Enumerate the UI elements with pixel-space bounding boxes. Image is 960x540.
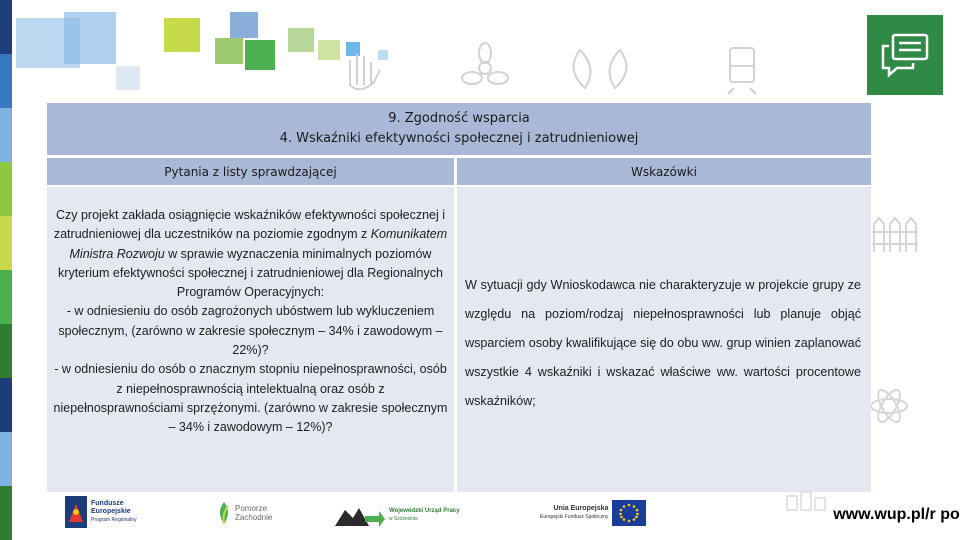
section-title-line2: 4. Wskaźniki efektywności społecznej i zatrudnieniowej bbox=[279, 131, 639, 146]
hint-cell bbox=[457, 187, 871, 492]
logo-unia-europejska bbox=[540, 500, 646, 526]
fe-star-icon bbox=[65, 496, 87, 528]
fe-line2: Europejskie bbox=[91, 508, 131, 515]
logo-fundusze-europejskie bbox=[65, 496, 137, 528]
eu-flag-icon bbox=[612, 500, 646, 526]
decorative-line-icons bbox=[330, 40, 780, 95]
train-icon bbox=[728, 48, 756, 94]
pomorze-line2: Zachodnie bbox=[235, 513, 273, 522]
chat-icon bbox=[879, 32, 931, 78]
section-title-line1: 9. Zgodność wsparcia bbox=[388, 111, 530, 126]
chart-outline-icon bbox=[785, 490, 835, 512]
logo-wup-szczecin bbox=[335, 502, 460, 528]
wup-logo-icon bbox=[335, 502, 385, 528]
question-text-part2: w sprawie wyznaczenia minimalnych poziomów kryterium efektywności społecznej i zatrudnieniowej dla Regionalnych Programów Operacyjnych: bbox=[58, 246, 443, 300]
wup-line1: Wojewódzki Urząd Pracy bbox=[389, 508, 460, 514]
question-text-italic: Komunikatem Ministra Rozwoju bbox=[69, 227, 448, 261]
section-title bbox=[47, 103, 871, 155]
table-header-row bbox=[47, 158, 871, 185]
atom-icon bbox=[868, 385, 910, 427]
header-questions: Pytania z listy sprawdzającej bbox=[47, 158, 454, 185]
question-text-part1: Czy projekt zakłada osiągnięcie wskaźników efektywności społecznej i zatrudnieniowej dla uczestników na poziomie zgodnym z bbox=[53, 208, 446, 242]
pomorze-line1: Pomorze bbox=[235, 504, 268, 513]
chat-button[interactable] bbox=[867, 15, 943, 95]
hint-text: W sytuacji gdy Wnioskodawca nie charakteryzuje w projekcie grupy ze względu na poziom/rodzaj niepełnosprawności lub planuje objąć wsparciem osoby kwalifikujące się do obu ww. grup winien zaplanować wszystkie 4 wskaźniki i wskazać właściwe ww. wartości procentowe wskaźników; bbox=[465, 278, 861, 408]
ue-line2: Europejski Fundusz Społeczny bbox=[540, 514, 609, 520]
question-bullet-2: - w odniesieniu do osób o znacznym stopniu niepełnosprawności, osób z niepełnosprawnością intelektualną oraz osób z niepełnosprawnościami sprzężonymi. (zarówno w zakresie społecznym – 34% i zawodowym – 12%)? bbox=[53, 362, 448, 435]
decorative-color-strip bbox=[0, 0, 12, 540]
question-cell bbox=[47, 187, 454, 492]
leaf-icon bbox=[574, 50, 627, 88]
fe-line1: Fundusze bbox=[91, 500, 124, 507]
question-bullet-1: - w odniesieniu do osób zagrożonych ubóstwem lub wykluczeniem społecznym, (zarówno w zakresie społecznym – 34% i zawodowym – 22%)? bbox=[58, 304, 443, 358]
header-hints: Wskazówki bbox=[457, 158, 871, 185]
pomorze-leaf-icon bbox=[216, 500, 232, 526]
ue-line1: Unia Europejska bbox=[553, 505, 609, 512]
table-row bbox=[47, 187, 871, 492]
checklist-table bbox=[47, 103, 871, 492]
wup-line2: w Szczecinie bbox=[389, 516, 418, 522]
hand-icon bbox=[350, 54, 380, 89]
website-url-link[interactable]: www.wup.pl/r po bbox=[833, 505, 960, 540]
flower-icon bbox=[462, 43, 508, 84]
fe-line3: Program Regionalny bbox=[91, 517, 137, 523]
fence-icon bbox=[870, 212, 920, 256]
logo-pomorze-zachodnie bbox=[216, 500, 272, 526]
